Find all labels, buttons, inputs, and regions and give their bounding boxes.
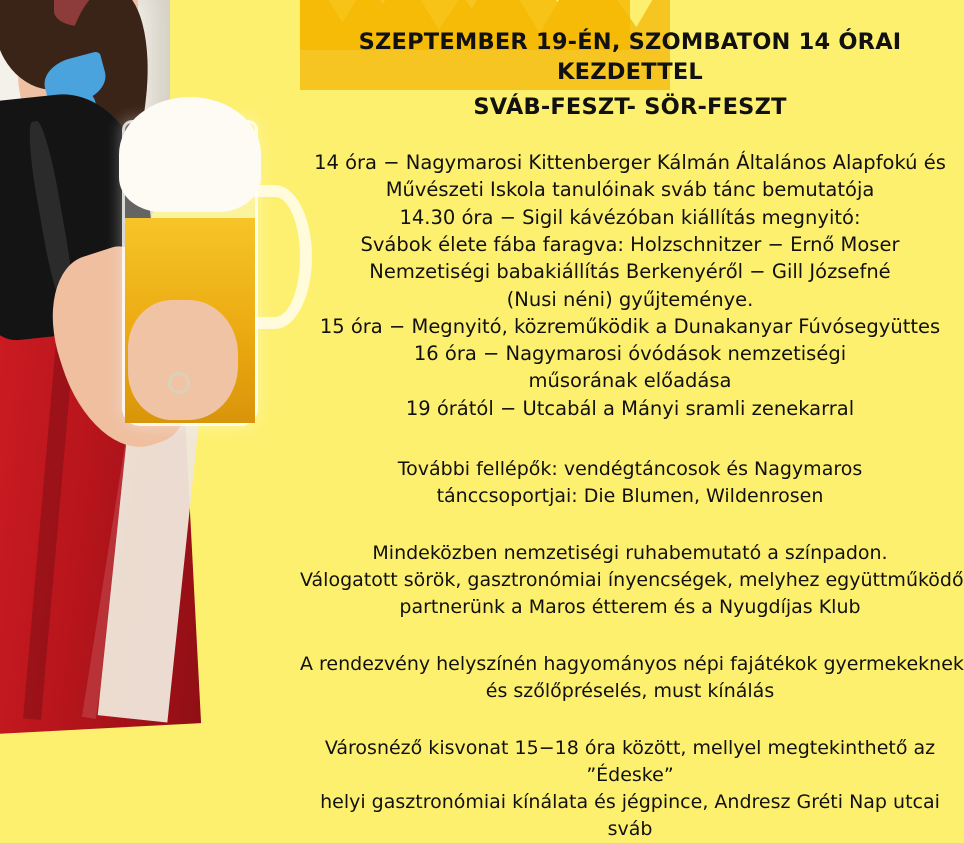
sightseeing-train-block	[300, 735, 960, 843]
program-line: 19 órától − Utcabál a Mányi sramli zenekarral	[405, 396, 855, 420]
showcase-line: partnerünk a Maros étterem és a Nyugdíjas Klub	[399, 595, 861, 618]
program-line: műsorának előadása	[528, 369, 732, 393]
finger-ring	[168, 372, 190, 394]
woman-hand	[128, 300, 238, 420]
showcase-line: Válogatott sörök, gasztronómiai ínyencségek, melyhez együttműködő	[300, 568, 964, 591]
program-line: Művészeti Iskola tanulóinak sváb tánc bemutatója	[385, 178, 875, 202]
program-line: (Nusi néni) gyűjteménye.	[506, 287, 754, 311]
poster-text-column	[300, 0, 964, 840]
program-line: Nemzetiségi babakiállítás Berkenyéről − Gill Józsefné	[369, 260, 891, 284]
showcase-block	[300, 540, 964, 621]
program-line: 16 óra − Nagymarosi óvódások nemzetiségi	[413, 342, 847, 366]
program-line: Svábok élete fába faragva: Holzschnitzer − Ernő Moser	[360, 232, 900, 256]
games-block	[300, 651, 964, 705]
performers-line: tánccsoportjai: Die Blumen, Wildenrosen	[436, 485, 824, 507]
program-schedule	[300, 149, 960, 422]
showcase-line: Mindeközben nemzetiségi ruhabemutató a színpadon.	[372, 541, 888, 564]
poster-headline-line2: SVÁB-FESZT- SÖR-FESZT	[473, 94, 787, 121]
program-line: 14 óra − Nagymarosi Kittenberger Kálmán Általános Alapfokú és	[314, 151, 946, 175]
program-line: 14.30 óra − Sigil kávézóban kiállítás megnyitó:	[399, 205, 861, 229]
festival-photo	[0, 0, 300, 720]
performers-line: További fellépők: vendégtáncosok és Nagymaros	[397, 458, 863, 481]
games-line: A rendezvény helyszínén hagyományos népi fajátékok gyermekeknek	[300, 652, 964, 675]
train-line: Városnéző kisvonat 15−18 óra között, mellyel megtekinthető az ”Édeske”	[324, 736, 936, 786]
program-line: 15 óra − Megnyitó, közreműködik a Dunakanyar Fúvósegyüttes	[319, 314, 941, 338]
games-line: és szőlőpréselés, must kínálás	[485, 679, 775, 702]
performers-block	[300, 456, 960, 510]
poster-headline-line1: SZEPTEMBER 19-ÉN, SZOMBATON 14 ÓRAI KEZDETTEL	[358, 29, 902, 85]
beer-foam	[119, 97, 261, 212]
train-line: helyi gasztronómiai kínálata és jégpince, Andresz Gréti Nap utcai sváb	[320, 790, 940, 840]
